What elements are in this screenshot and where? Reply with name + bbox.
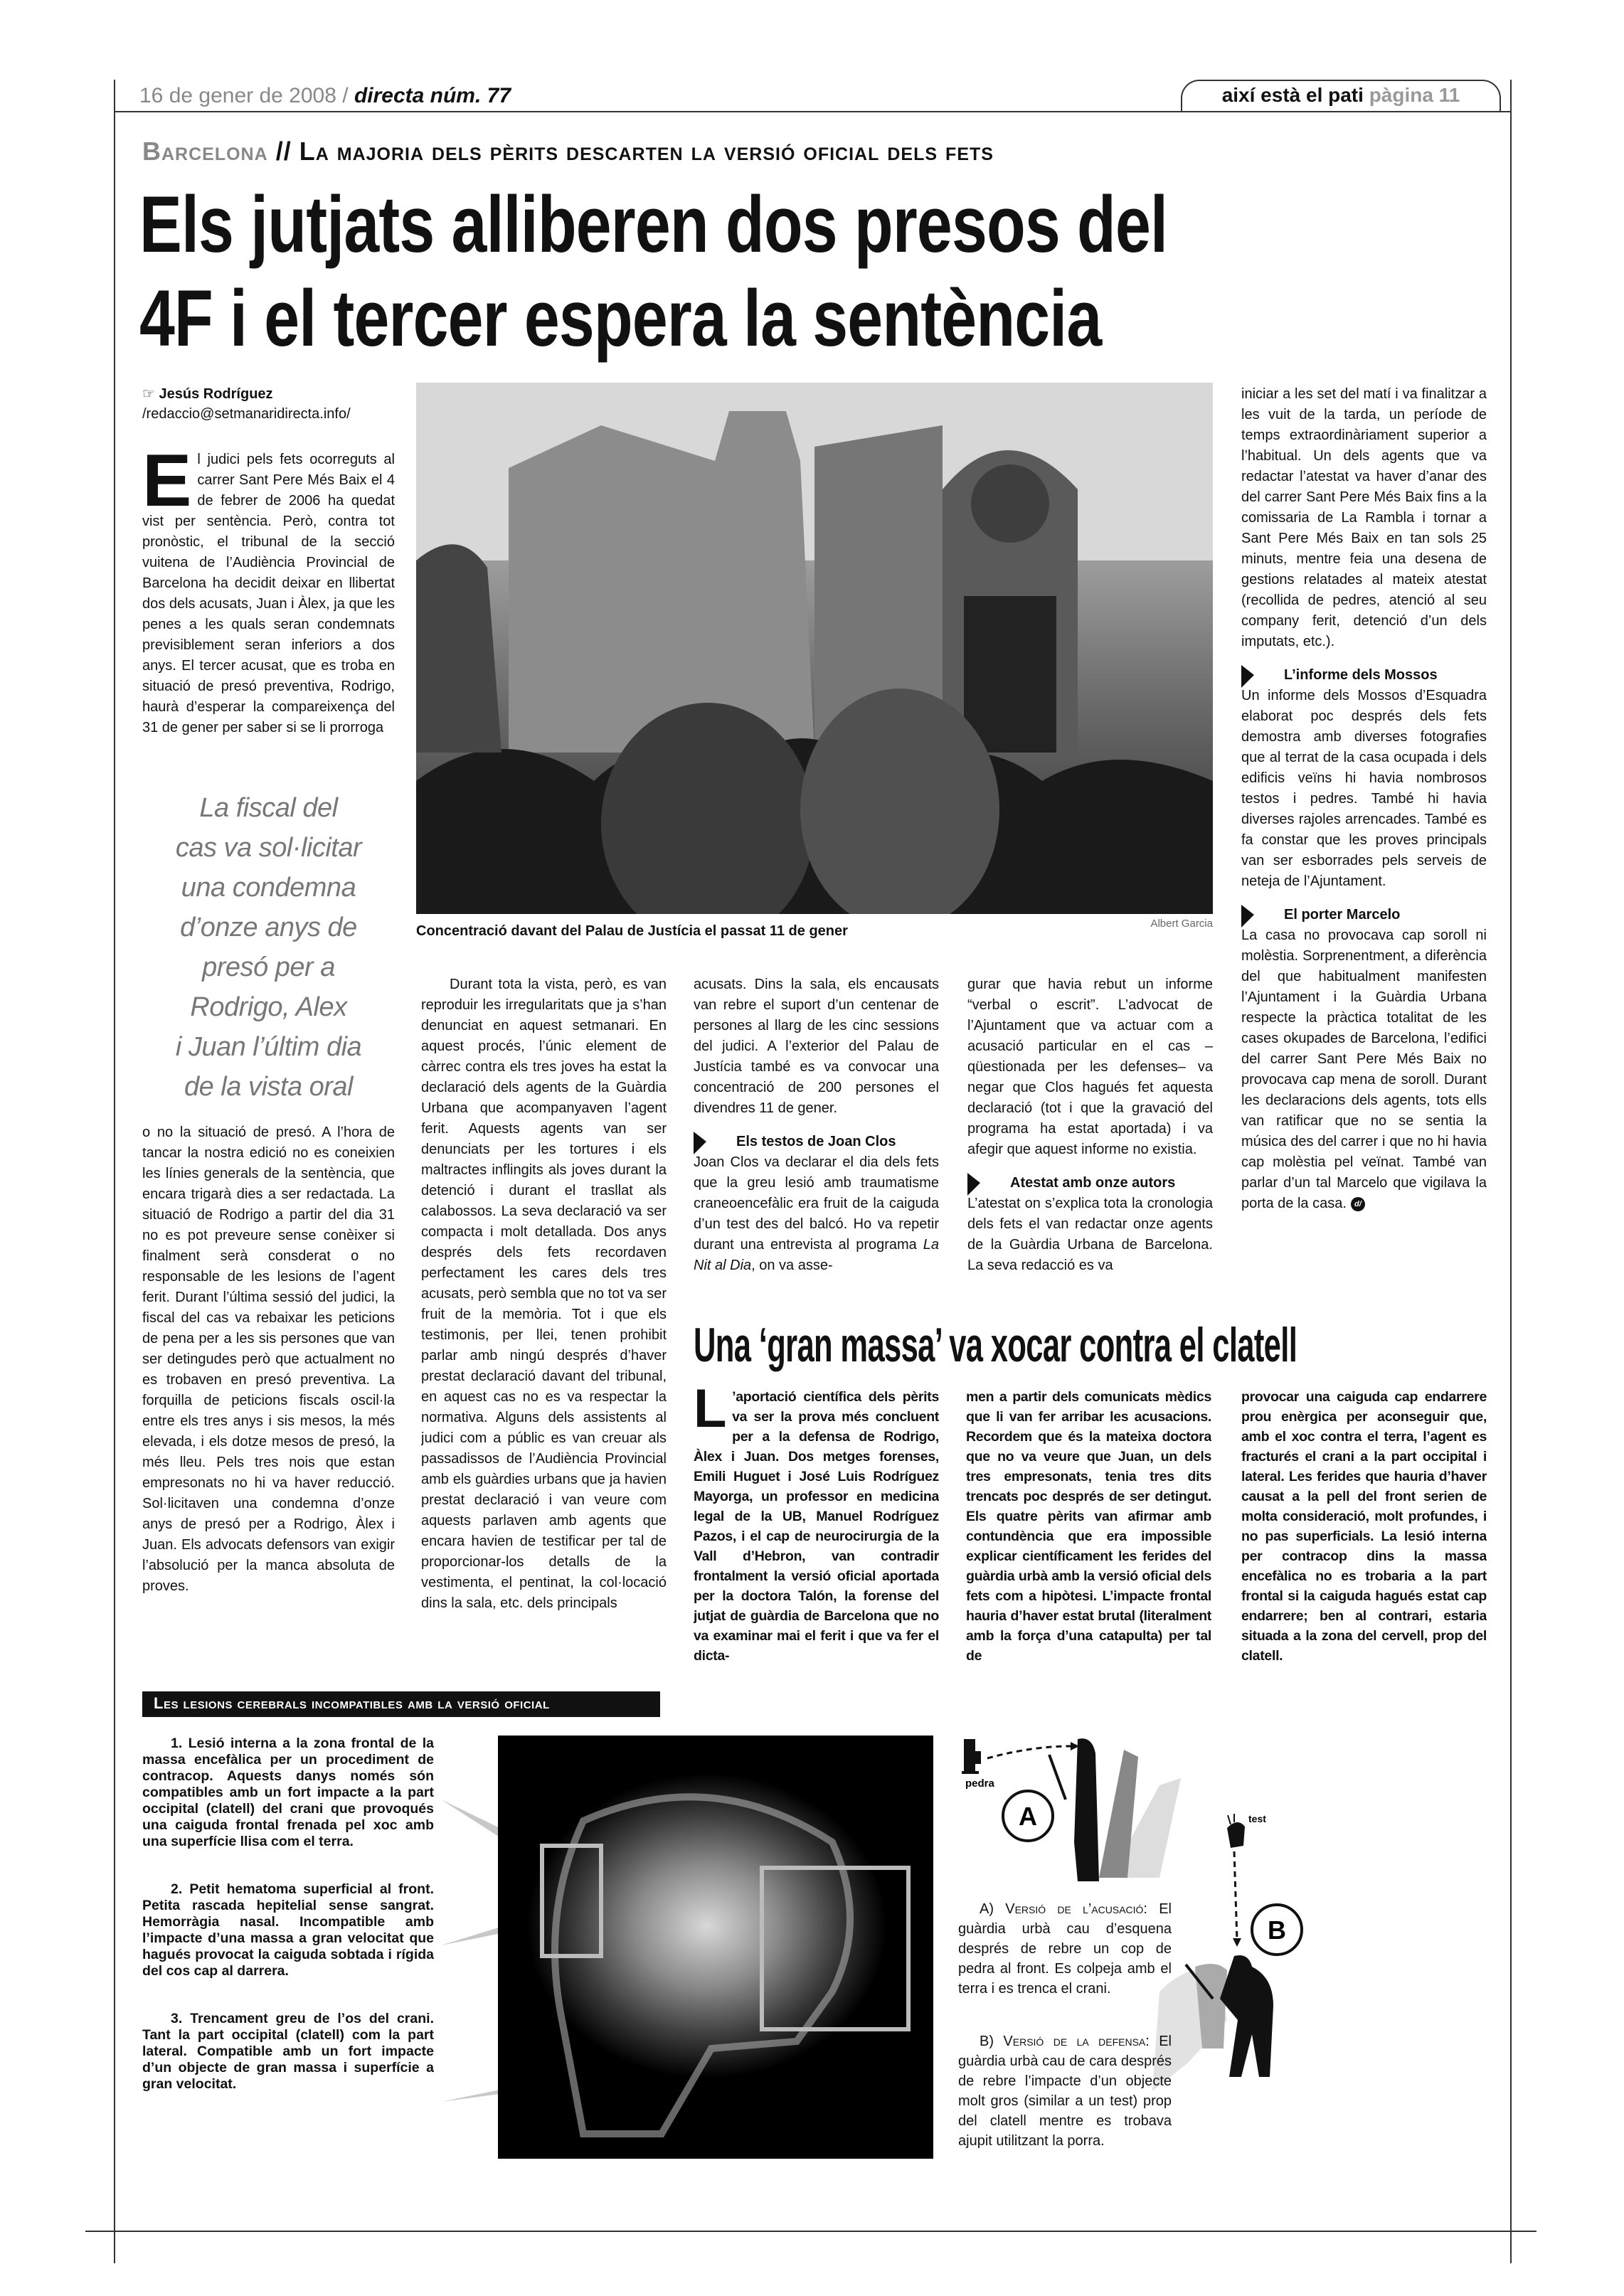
paragraph bbox=[1241, 925, 1487, 1214]
lesion-item: 2. Petit hematoma superficial al front. Petita rascada hepitelial sense sangrat. Hemorràgia nasal. Incompatible amb l’impacte d’una massa a gran velocitat que hagués provocat la caiguda sobtada i rígida del cos cap al darrera. bbox=[142, 1881, 434, 1979]
sidebar-column-2 bbox=[966, 1387, 1211, 1689]
triangle-bullet-icon bbox=[967, 1173, 980, 1196]
paragraph: Un informe dels Mossos d’Esquadra elaborat poc després dels fets demostra amb diverses fotografies que al terrat de la casa ocupada i dels edificis veïns hi havia nombrosos testos i pedres. També hi havia diverses rajoles arrencades. També es fa constar que les proves principals van ser esborrades pels serveis de neteja de l’Ajuntament. bbox=[1241, 688, 1487, 889]
paragraph: Durant tota la vista, però, es van reproduir les irregularitats que ja s’han denunciat en aquest setmanari. En aquest procés, l’únic element de càrrec contra els tres joves ha estat la declaració dels agents de la Guàrdia Urbana que acompanyaven l’agent ferit. Aquests agents van ser denunciats per les tortures i els maltractes inflingits als joves durant la detenció i durant el trasllat als calabossos. La seva declaració va ser compacta i molt detallada. Dos anys després dels fets recordaven perfectament les cares dels tres acusats, però sembla que no tot va ser fruit de la memòria. Tot i que els testimonis, per llei, tenen prohibit parlar amb ningú després d’haver prestat declaració davant del tribunal, en aquest cas no es va respectar la normativa. Alguns dels assistents al judici com a públic es van creuar als passadissos de l’Audiència Provincial amb els guàrdies urbans que ja havien prestat declaració i van veure com aquests parlaven amb agents que encara havien de testificar per tal de proporcionar-los detalls de la vestimenta, el pentinat, la col·locació dins la sala, etc. dels principals bbox=[421, 977, 667, 1611]
caption-text: El guàrdia urbà cau d’esquena després de rebre un cop de pedra al front. Es colpeja amb el terra i es trenca el crani. bbox=[958, 1901, 1172, 1997]
article-column-3 bbox=[694, 974, 939, 1302]
subhead-text: Els testos de Joan Clos bbox=[736, 1134, 896, 1149]
byline bbox=[142, 384, 351, 424]
pull-quote-line: Rodrigo, Alex bbox=[190, 992, 347, 1022]
subhead-marcelo bbox=[1241, 905, 1487, 925]
kicker-separator: // bbox=[275, 137, 292, 166]
pot-trajectory-arrow bbox=[1234, 1851, 1237, 1940]
pull-quote-line: d’onze anys de bbox=[180, 913, 357, 942]
header-rule bbox=[114, 111, 1512, 112]
article-lead bbox=[142, 450, 395, 770]
lesion-item: 1. Lesió interna a la zona frontal de la massa encefàlica per un procediment de contracop. Aquests danys només són compatibles amb un fort impacte a la part occipital (clatell) del crani que provoqués una caiguda frontal frenada pel xoc amb una superfície llisa com el terra. bbox=[142, 1736, 434, 1849]
page-number: pàgina 11 bbox=[1369, 84, 1460, 106]
left-margin-rule bbox=[114, 80, 115, 2263]
subhead-text: L’informe dels Mossos bbox=[1284, 667, 1438, 683]
triangle-bullet-icon bbox=[694, 1132, 706, 1154]
paragraph-text: men a partir dels comunicats mèdics que li van fer arribar les acusacions. Recordem que és la mateixa doctora que no va veure que Juan, un dels tres empresonats, tenia tres dits trencats poc després de ser detingut. Els quatre pèrits van afirmar amb contundència que era impossible explicar científicament les ferides del guàrdia urbà amb la versió oficial dels fets com a hipòtesi. L’impacte frontal hauria d’haver estat brutal (literalment amb la força d’una catapulta) per tal de bbox=[966, 1389, 1211, 1664]
kicker-city: Barcelona bbox=[142, 137, 268, 166]
pull-quote-line: La fiscal del bbox=[199, 793, 338, 823]
pot-label: test bbox=[1248, 1813, 1266, 1824]
stone-trajectory-arrow bbox=[987, 1746, 1071, 1758]
end-mark-icon: d/ bbox=[1351, 1197, 1365, 1211]
drop-cap: L bbox=[694, 1387, 727, 1439]
mri-highlights bbox=[498, 1736, 933, 2159]
lead-text: l judici pels fets ocorreguts al carrer Sant Pere Més Baix el 4 de febrer de 2006 ha quedat vist per sentència. Però, contra tot pronòstic, el tribunal de la secció vuitena de l’Audiència Provincial de Barcelona ha decidit deixar en llibertat dos dels acusats, Juan i Àlex, ja que les penes a les quals seran condemnats previsiblement seran inferiors a dos anys. El tercer acusat, que es troba en situació de presó preventiva, Rodrigo, haurà d’esperar la compareixença del 31 de gener per saber si se li prorroga bbox=[142, 452, 395, 735]
publication-number: directa núm. 77 bbox=[354, 84, 511, 107]
photo-scene bbox=[416, 383, 1213, 914]
sidebar-column-1 bbox=[694, 1387, 939, 1689]
subhead-mossos bbox=[1241, 665, 1487, 686]
author-email: /redaccio@setmanaridirecta.info/ bbox=[142, 406, 351, 422]
caption-text: El guàrdia urbà cau de cara després de rebre l’impacte d’un objecte molt gros (similar a un test) prop del clatell mentre es trobava ajupit utilitzant la porra. bbox=[958, 2034, 1172, 2149]
pot-icon bbox=[1227, 1814, 1245, 1848]
issue-date: 16 de gener de 2008 / bbox=[139, 84, 349, 107]
program-title: La Nit al Dia bbox=[694, 1237, 939, 1273]
marker-b: B bbox=[1268, 1915, 1286, 1945]
paragraph-text: La casa no provocava cap soroll ni molèstia. Sorprenentment, a diferència del que habitualment manifesten l’Ajuntament i la Guàrdia Urbana respecte la pràctica totalitat de les cases okupades de Barcelona, l’edifici del carrer Sant Pere Més Baix no provocava cap mena de soroll. Durant les declaracions dels agents, tots ells van ratificar que no se sentia la música des del carrer i que no hi havia cap molèstia pel veïnat. També van parlar d’un tal Marcelo que vigilava la porta de la casa. bbox=[1241, 928, 1487, 1211]
section-name: així està el pati bbox=[1221, 84, 1364, 106]
subhead-text: Atestat amb onze autors bbox=[1010, 1175, 1176, 1191]
brain-mri-image bbox=[498, 1736, 933, 2159]
caption-label: B) Versió de la defensa: bbox=[980, 2034, 1150, 2049]
paragraph: acusats. Dins la sala, els encausats van rebre el suport d’un centenar de persones al llarg de les cinc sessions del judici. A l’exterior del Palau de Justícia també es va convocar una concentració de 200 persones el divendres 11 de gener. bbox=[694, 977, 939, 1116]
paragraph: L’atestat on s’explica tota la cronologia dels fets el van redactar onze agents de la Guàrdia Urbana de Barcelona. La seva redacció es va bbox=[967, 1196, 1213, 1273]
subhead-testos bbox=[694, 1132, 939, 1152]
pull-quote-line: de la vista oral bbox=[184, 1072, 353, 1102]
photo-credit: Albert Garcia bbox=[1150, 918, 1213, 930]
author-name: Jesús Rodríguez bbox=[159, 386, 273, 402]
triangle-bullet-icon bbox=[1241, 905, 1254, 928]
pull-quote-line: cas va sol·licitar bbox=[175, 833, 362, 863]
folio bbox=[139, 84, 511, 108]
page-title bbox=[139, 178, 1167, 366]
paragraph-text: Joan Clos va declarar el dia dels fets que la greu lesió amb traumatisme craneoencefàlic era fruit de la caiguda d’un test des del balcó. Ho va repetir durant una entrevista al programa bbox=[694, 1154, 939, 1253]
sidebar-column-3 bbox=[1241, 1387, 1487, 1689]
section-tab bbox=[1181, 80, 1501, 111]
triangle-bullet-icon bbox=[1241, 665, 1254, 688]
drop-cap: E bbox=[142, 450, 192, 522]
pull-quote-line: una condemna bbox=[181, 873, 356, 903]
pull-quote-line: i Juan l’últim dia bbox=[175, 1032, 362, 1062]
lesions-list bbox=[142, 1736, 434, 2124]
stone-label: pedra bbox=[965, 1777, 994, 1790]
caption-version-a bbox=[958, 1899, 1172, 1999]
paragraph: gurar que havia rebut un informe “verbal o escrit”. L’advocat de l’Ajuntament que va actuar com a acusació particular en el cas –qüestionada per les defenses– va negar que Clos hagués fet aquesta declaració (tot i que la gravació del programa ha estat aportada) i va afegir que aquest informe no existia. bbox=[967, 977, 1213, 1157]
pull-quote bbox=[142, 788, 395, 1107]
paragraph-text: provocar una caiguda cap endarrere prou enèrgica per aconseguir que, amb el xoc contra el terra, l’agent es fracturés el crani a la part occipital i lateral. Les ferides que hauria d’haver causat a la pell del front serien de molta consideració, molt profundes, i no pas superficials. La lesió interna per contracop dins la massa encefàlica no es trobaria a la part frontal si la caiguda hagués estat cap endarrere; ben al contrari, estaria situada a la zona del cervell, prop del clatell. bbox=[1241, 1389, 1487, 1664]
article-column-1 bbox=[142, 1122, 395, 1681]
paragraph-text: ’aportació científica dels pèrits va ser la prova més concluent per a la defensa de Rodrigo, Àlex i Juan. Dos metges forenses, Emili Huguet i José Luis Rodríguez Mayorga, un professor en medicina legal de la UB, Manuel Rodríguez Pazos, i el cap de neurocirurgia de la Vall d’Hebron, van contradir frontalment la versió oficial aportada per la doctora Talón, la forense del jutjat de guàrdia de Barcelona que no va examinar mai el ferit i que va fer el dicta- bbox=[694, 1389, 939, 1664]
caption-label: A) Versió de l’acusació: bbox=[980, 1901, 1147, 1917]
marker-a: A bbox=[1019, 1802, 1037, 1831]
sidebar-headline: Una ‘gran massa’ va xocar contra el clatell bbox=[694, 1318, 1297, 1372]
pull-quote-line: presó per a bbox=[202, 952, 335, 982]
caption-version-b bbox=[958, 2031, 1172, 2151]
kicker-text: La majoria dels pèrits descarten la versió oficial dels fets bbox=[299, 137, 994, 166]
protest-photo bbox=[416, 383, 1213, 914]
footer-rule bbox=[85, 2231, 1537, 2232]
paragraph-text: , on va asse- bbox=[751, 1258, 833, 1273]
photo-caption: Concentració davant del Palau de Justícia el passat 11 de gener bbox=[416, 923, 848, 939]
guard-falling-back-silhouettes bbox=[1049, 1738, 1181, 1881]
headline-line-1: Els jutjats alliberen dos presos del bbox=[139, 180, 1168, 269]
article-column-4 bbox=[967, 974, 1213, 1302]
subhead-atestat bbox=[967, 1173, 1213, 1194]
stone-icon bbox=[962, 1739, 981, 1774]
infobox-title: Les lesions cerebrals incompatibles amb la versió oficial bbox=[142, 1691, 660, 1717]
pointing-hand-icon: ☞ bbox=[142, 386, 159, 402]
occipital-lesion-box bbox=[762, 1868, 908, 2029]
paragraph bbox=[694, 1152, 939, 1276]
article-column-5 bbox=[1241, 384, 1487, 1309]
subhead-text: El porter Marcelo bbox=[1284, 907, 1401, 923]
paragraph: o no la situació de presó. A l’hora de tancar la nostra edició no es coneixien les línies generals de la sentència, que encara trigarà dies a ser redactada. La situació de Rodrigo a partir del dia 31 no es pot preveure sense conèixer si finalment serà consderat o no responsable de les lesions de l’agent ferit. Durant l’última sessió del judici, la fiscal del cas va rebaixar les peticions de pena per a les sis persones que van ser detingudes però que actualment no es trobaven en presó preventiva. La forquilla de peticions fiscals oscil·la entre els tres anys i sis mesos, la més elevada, i els dotze mesos de presó, la més lleu. Pels tres nois que estan empresonats no hi va haver reducció. Sol·licitaven una condemna d’onze anys de presó per a Rodrigo, Àlex i Juan. Els advocats defensors van exigir l’absolució per la manca absoluta de proves. bbox=[142, 1125, 395, 1594]
paragraph: iniciar a les set del matí i va finalitzar a les vuit de la tarda, un període de temps extraordinàriament superior a l’habitual. Un dels agents que va redactar l’atestat va haver d’anar des del carrer Sant Pere Més Baix fins a la comissaria de La Rambla i tornar a Sant Pere Més Baix en tan sols 25 minuts, mentre feia una desena de gestions relatades al mateix atestat (recollida de pedres, atenció al seu company ferit, detenció d’un dels imputats, etc.). bbox=[1241, 386, 1487, 649]
kicker bbox=[142, 137, 994, 166]
article-column-2 bbox=[421, 974, 667, 1681]
headline-line-2: 4F i el tercer espera la sentència bbox=[139, 274, 1102, 363]
frontal-lesion-box bbox=[542, 1846, 601, 1956]
lesion-item: 3. Trencament greu de l’os del crani. Tant la part occipital (clatell) com la part lateral. Compatible amb un fort impacte d’un objecte de gran massa i superfície a gran velocitat. bbox=[142, 2011, 434, 2092]
